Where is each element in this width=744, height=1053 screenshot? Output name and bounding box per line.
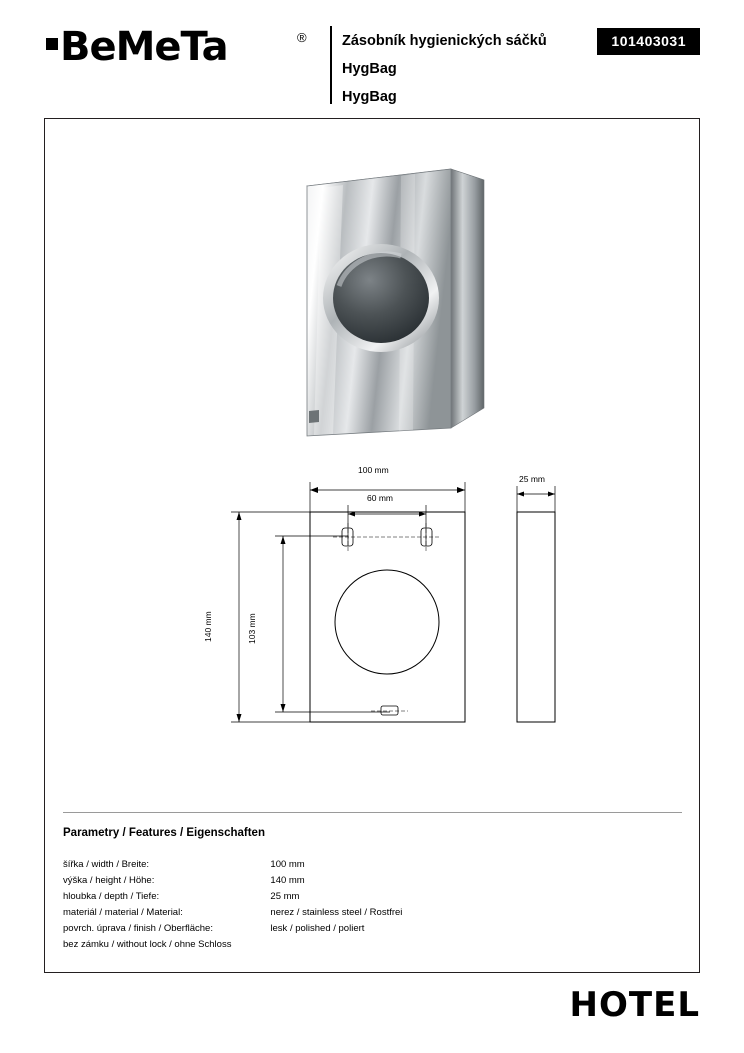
bemeta-logo	[44, 24, 314, 78]
param-value: 100 mm	[270, 859, 305, 870]
product-title-cs: Zásobník hygienických sáčků	[342, 33, 547, 49]
parameters-table	[63, 859, 623, 955]
table-row	[63, 891, 623, 907]
dim-width-label: 100 mm	[358, 465, 389, 475]
product-titles	[342, 27, 632, 111]
param-key: bez zámku / without lock / ohne Schloss	[63, 939, 232, 950]
content-frame	[44, 118, 700, 973]
param-value: lesk / polished / poliert	[270, 923, 365, 934]
param-value	[270, 939, 623, 955]
dim-height-label: 140 mm	[203, 611, 213, 642]
product-title-de: HygBag	[342, 89, 397, 105]
param-key: výška / height / Höhe:	[63, 875, 155, 886]
header-divider	[330, 26, 332, 104]
registered-trademark-icon: ®	[297, 30, 307, 45]
product-title-en: HygBag	[342, 61, 397, 77]
table-row	[63, 939, 623, 955]
product-code-badge: 101403031	[597, 28, 700, 55]
dim-inner-height-label: 103 mm	[247, 613, 257, 644]
product-photo	[281, 166, 496, 441]
logo-square-icon	[46, 38, 58, 50]
dim-inner-width-label: 60 mm	[367, 493, 393, 503]
param-key: šířka / width / Breite:	[63, 859, 150, 870]
param-key: hloubka / depth / Tiefe:	[63, 891, 160, 902]
param-value: nerez / stainless steel / Rostfrei	[270, 907, 403, 918]
table-row	[63, 875, 623, 891]
param-key: materiál / material / Material:	[63, 907, 183, 918]
table-row	[63, 923, 623, 939]
param-value: 25 mm	[270, 891, 300, 902]
param-value: 140 mm	[270, 875, 305, 886]
logo-wordmark: BeMeTa	[60, 24, 228, 70]
parameters-heading: Parametry / Features / Eigenschaften	[63, 827, 265, 839]
collection-label: HOTEL	[569, 985, 700, 1025]
document-header	[44, 22, 700, 107]
table-row	[63, 859, 623, 875]
table-row	[63, 907, 623, 923]
dim-depth-label: 25 mm	[519, 474, 545, 484]
param-key: povrch. úprava / finish / Oberfläche:	[63, 923, 213, 934]
technical-drawing	[145, 465, 615, 784]
parameters-divider	[63, 812, 682, 813]
